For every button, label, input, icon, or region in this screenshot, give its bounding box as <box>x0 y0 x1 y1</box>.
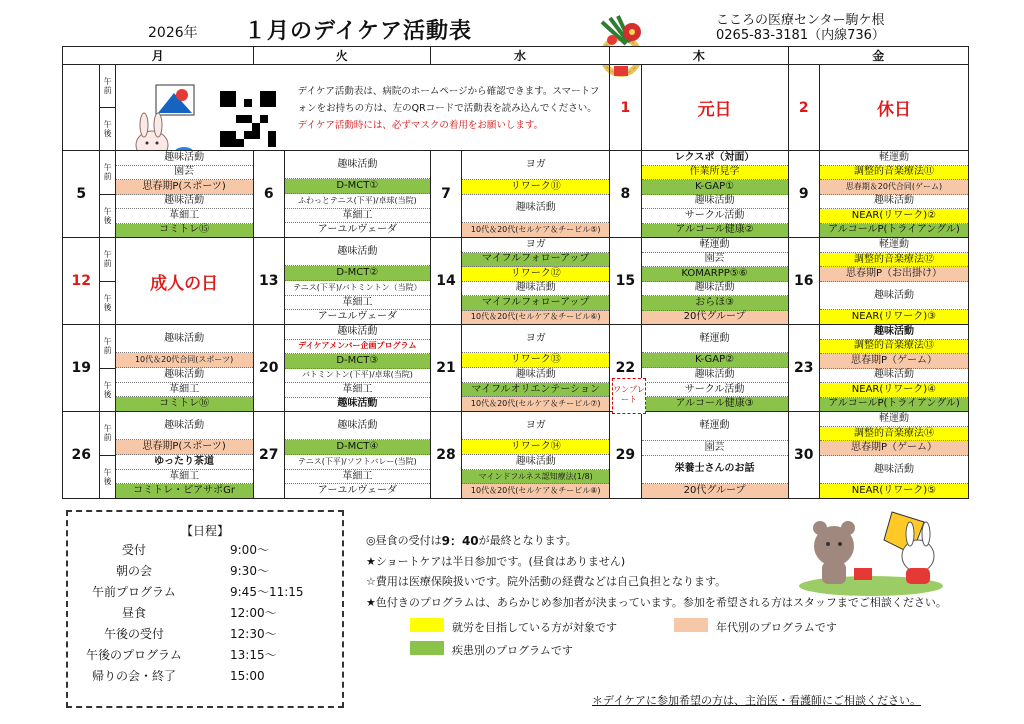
org-name: こころの医療センター駒ケ根 <box>716 13 885 28</box>
activity-calendar <box>62 46 969 499</box>
day-activities <box>641 238 788 325</box>
activity-item: 思春期P（ゲーム） <box>820 441 968 456</box>
day-activities <box>284 238 430 325</box>
activity-item: NEAR(リワーク)② <box>820 209 968 224</box>
weekday-wed: 水 <box>430 47 609 65</box>
activity-item: NEAR(リワーク)⑤ <box>820 484 968 498</box>
activity-item: アルコール健康② <box>642 224 788 238</box>
date-number: 14 <box>430 238 461 325</box>
activity-item: リワーク⑪ <box>462 180 609 195</box>
day-activities <box>641 151 788 238</box>
activity-item: コミトレ⑯ <box>116 397 253 411</box>
day-activities <box>115 151 253 238</box>
activity-item: 思春期P(スポーツ) <box>116 440 253 455</box>
holiday-label: 成人の日 <box>115 238 253 325</box>
activity-item: 栄養士さんのお話 <box>642 456 788 485</box>
schedule-time: 12:00～ <box>230 606 277 620</box>
date-number: 15 <box>610 238 641 325</box>
activity-item: 趣味活動 <box>116 368 253 383</box>
activity-list <box>642 238 788 324</box>
activity-item: サークル活動 <box>642 383 788 398</box>
weekday-thu: 木 <box>610 47 788 65</box>
activity-list <box>462 412 609 498</box>
ampm-pm: 午後 <box>100 281 115 325</box>
ampm-am: 午前 <box>100 65 115 108</box>
activity-item: 10代＆20代(セルケア＆チービル⑤) <box>462 223 609 237</box>
legend-yellow-text: 就労を目指している方が対象です <box>452 621 617 634</box>
activity-item: アルコールP(トライアングル) <box>820 224 968 238</box>
activity-item: ヨガ <box>462 325 609 353</box>
activity-item: 趣味活動 <box>285 325 430 340</box>
activity-list <box>285 238 430 324</box>
activity-item: NEAR(リワーク)③ <box>820 310 968 324</box>
activity-list <box>116 325 253 411</box>
schedule-time: 12:30～ <box>230 627 277 641</box>
day-activities <box>462 325 610 412</box>
schedule-label: 午前プログラム <box>92 585 176 599</box>
day-1-holiday: 元日 <box>641 65 788 151</box>
date-number: 7 <box>430 151 461 238</box>
activity-item: 軽運動 <box>820 238 968 253</box>
activity-item: 革細工 <box>116 209 253 224</box>
date-number: 6 <box>253 151 284 238</box>
activity-item: アーユルヴェーダ <box>317 485 398 497</box>
activity-item: 園芸 <box>642 441 788 456</box>
note-short-care: ★ショートケアは半日参加です。(昼食はありません) <box>366 554 626 568</box>
activity-item: マインドフルネス認知療法(1/8) <box>462 470 609 485</box>
activity-item: 革細工 <box>116 383 253 398</box>
day-2-date: 2 <box>788 65 819 151</box>
footer-note: ＊デイケアに参加希望の方は、主治医・看護師にご相談ください。 <box>592 694 922 707</box>
ampm-pm: 午後 <box>100 108 115 151</box>
activity-item: 趣味活動 <box>642 368 788 383</box>
note-colored-programs: ★色付きのプログラムは、あらかじめ参加者が決まっています。参加を希望される方はスタッフまでご相談ください。 <box>366 595 947 609</box>
activity-item: 趣味活動 <box>337 398 378 410</box>
activity-list <box>116 412 253 498</box>
activity-list <box>820 325 968 411</box>
activity-item: D-MCT④ <box>285 440 430 455</box>
intro-text-mask: デイケア活動時には、必ずマスクの着用をお願いします。 <box>297 120 544 131</box>
activity-item: 軽運動 <box>642 238 788 253</box>
day-activities <box>819 238 968 325</box>
activity-list <box>285 325 430 411</box>
activity-item: D-MCT③ <box>285 354 430 369</box>
activity-item: 10代＆20代(セルケア＆チービル⑧) <box>462 484 609 498</box>
day-activities <box>284 412 430 499</box>
schedule-label: 受付 <box>121 543 146 557</box>
activity-item: ふわっとテニス(下平)/卓球(当院) <box>285 194 430 209</box>
date-number: 27 <box>253 412 284 499</box>
activity-item: 作業所見学 <box>642 166 788 181</box>
schedule-row <box>68 623 342 644</box>
activity-item: 調整的音楽療法⑫ <box>820 253 968 268</box>
activity-item: 趣味活動 <box>820 282 968 310</box>
bear-rabbit-illustration-icon <box>796 508 946 596</box>
date-number: 28 <box>430 412 461 499</box>
activity-item: 趣味活動 <box>820 456 968 484</box>
activity-item: 思春期P（ゲーム） <box>820 354 968 369</box>
legend-yellow-swatch <box>410 618 444 632</box>
activity-item: コミトレ⑮ <box>116 224 253 238</box>
activity-item: リワーク⑫ <box>462 267 609 282</box>
activity-item: アーユルヴェーダ <box>317 224 398 236</box>
ampm-am: 午前 <box>100 412 115 456</box>
activity-item: 軽運動 <box>820 412 968 427</box>
schedule-label: 帰りの会・終了 <box>91 669 176 683</box>
activity-item: レクスポ（対面） <box>642 151 788 166</box>
activity-list <box>642 412 788 498</box>
activity-item: マイフルオリエンテーション <box>462 383 609 398</box>
activity-item: 趣味活動 <box>462 282 609 297</box>
activity-list <box>285 151 430 237</box>
organization-info <box>716 13 885 43</box>
schedule-title: 【日程】 <box>180 524 229 538</box>
rabbit-kite-icon <box>122 83 202 151</box>
date-number: 8 <box>610 151 641 238</box>
activity-item: 趣味活動 <box>820 369 968 384</box>
activity-list <box>642 325 788 411</box>
activity-item: 趣味活動 <box>462 195 609 224</box>
intro-cell <box>115 65 610 151</box>
activity-item: NEAR(リワーク)④ <box>820 383 968 398</box>
activity-item: 軽運動 <box>642 325 788 353</box>
activity-item: 革細工 <box>285 209 430 224</box>
activity-item: 趣味活動 <box>285 151 430 179</box>
activity-item: 軽運動 <box>642 412 788 441</box>
day-activities <box>462 412 610 499</box>
activity-list <box>642 151 788 237</box>
activity-item: 趣味活動 <box>642 282 788 297</box>
activity-item: 趣味活動 <box>285 238 430 266</box>
activity-item: テニス(下平)/バトミントン（当院） <box>285 281 430 296</box>
date-number: 30 <box>788 412 819 499</box>
note-lunch-pre: ◎昼食の受付は <box>366 534 442 548</box>
day-2-holiday: 休日 <box>819 65 968 151</box>
day-activities <box>819 325 968 412</box>
intro-illustration <box>116 81 288 134</box>
activity-item: 趣味活動 <box>116 195 253 210</box>
activity-item: バトミントン(下平)/卓球(当院) <box>285 369 430 384</box>
activity-item: デイケアメンバー企画プログラム <box>285 340 430 355</box>
ampm-pm: 午後 <box>100 368 115 412</box>
date-number: 26 <box>63 412 100 499</box>
activity-item: 趣味活動 <box>820 195 968 210</box>
activity-item: 革細工 <box>116 470 253 485</box>
ampm-pm: 午後 <box>100 194 115 238</box>
year-label: 2026年 <box>148 25 198 41</box>
day-activities <box>641 325 788 412</box>
activity-item: 革細工 <box>285 383 430 398</box>
activity-list <box>462 325 609 411</box>
daily-schedule-box <box>66 510 344 708</box>
activity-item: 思春期P（お出掛け） <box>820 267 968 282</box>
activity-item: 園芸 <box>116 166 253 181</box>
activity-item: 趣味活動 <box>116 151 253 166</box>
activity-item: D-MCT② <box>285 266 430 281</box>
activity-item: K-GAP① <box>642 180 788 195</box>
activity-item: K-GAP② <box>642 353 788 368</box>
legend-green-text: 疾患別のプログラムです <box>452 644 573 657</box>
date-number: 9 <box>788 151 819 238</box>
date-number: 20 <box>253 325 284 412</box>
ampm-am: 午前 <box>100 238 115 282</box>
page-title: １月のデイケア活動表 <box>244 19 473 44</box>
day-activities <box>641 412 788 499</box>
schedule-label: 午後の受付 <box>103 627 164 641</box>
activity-item: 趣味活動 <box>642 195 788 210</box>
schedule-row <box>68 539 342 560</box>
activity-item: 趣味活動 <box>116 325 253 353</box>
ampm-am: 午前 <box>100 325 115 369</box>
weekday-mon: 月 <box>63 47 254 65</box>
date-number: 22 <box>610 325 641 412</box>
date-number: 19 <box>63 325 100 412</box>
day-1-date: 1 <box>610 65 641 151</box>
schedule-row <box>68 665 342 686</box>
note-lunch-post: が最終となります。 <box>478 534 577 548</box>
activity-list <box>116 151 253 237</box>
activity-item: テニス(下平)/ソフトバレー(当院) <box>285 455 430 470</box>
legend-peach-text: 年代別のプログラムです <box>716 621 837 634</box>
activity-item: 調整的音楽療法⑭ <box>820 427 968 442</box>
activity-item: コミトレ・ピアサポGr <box>116 484 253 498</box>
activity-item: ヨガ <box>462 412 609 440</box>
activity-item: 10代＆20代合同(スポーツ) <box>116 353 253 368</box>
schedule-row <box>68 560 342 581</box>
activity-item: 革細工 <box>285 296 430 311</box>
date-number: 13 <box>253 238 284 325</box>
activity-item: 趣味活動 <box>116 412 253 440</box>
ampm-am: 午前 <box>100 151 115 195</box>
activity-item: マイフルフォローアップ <box>462 296 609 311</box>
activity-item: 10代＆20代(セルケア＆チービル⑦) <box>462 397 609 411</box>
activity-item: 調整的音楽療法⑪ <box>820 166 968 181</box>
activity-item: リワーク⑭ <box>462 440 609 455</box>
intro-text-main: デイケア活動表は、病院のホームページから確認できます。スマートフォンをお持ちの方は、左のQRコードで活動表を読み込んでください。 <box>297 86 600 114</box>
activity-item: 思春期P(スポーツ) <box>116 180 253 195</box>
qr-code-icon[interactable] <box>220 91 276 147</box>
ampm-pm: 午後 <box>100 455 115 499</box>
weekday-tue: 火 <box>253 47 430 65</box>
schedule-time: 9:00～ <box>230 543 269 557</box>
date-number: 23 <box>788 325 819 412</box>
day-activities <box>115 325 253 412</box>
activity-list <box>285 412 430 498</box>
org-phone: 0265-83-3181（内線736） <box>716 28 885 43</box>
activity-item: おらほ③ <box>642 296 788 311</box>
activity-item: リワーク⑬ <box>462 353 609 368</box>
activity-item: 20代グループ <box>642 311 788 325</box>
activity-list <box>820 238 968 324</box>
week0-blank <box>63 65 100 151</box>
schedule-label: 昼食 <box>121 606 146 620</box>
activity-item: 革細工 <box>285 470 430 485</box>
one-plate-label: ワンプレート <box>612 378 646 414</box>
day-activities <box>115 412 253 499</box>
activity-item: 趣味活動 <box>820 325 968 340</box>
schedule-time: 13:15～ <box>230 648 277 662</box>
date-number: 21 <box>430 325 461 412</box>
legend-green-swatch <box>410 641 444 655</box>
day-activities <box>819 151 968 238</box>
date-number: 29 <box>610 412 641 499</box>
date-number: 5 <box>63 151 100 238</box>
schedule-row <box>68 602 342 623</box>
weekday-fri: 金 <box>788 47 968 65</box>
note-lunch-time: 9：40 <box>441 533 479 548</box>
schedule-row <box>68 581 342 602</box>
activity-item: 軽運動 <box>820 151 968 166</box>
activity-item: マイフルフォローアップ <box>462 253 609 268</box>
day-activities <box>284 325 430 412</box>
schedule-time: 15:00 <box>230 668 265 683</box>
activity-item: ヨガ <box>462 238 609 253</box>
activity-item: 趣味活動 <box>285 412 430 440</box>
activity-item: 思春期＆20代合同(ゲーム) <box>820 180 968 195</box>
activity-item: ゆったり茶道 <box>116 455 253 470</box>
schedule-row <box>68 644 342 665</box>
activity-item: 趣味活動 <box>462 455 609 470</box>
schedule-time: 9:30～ <box>230 564 269 578</box>
activity-item: アルコールP(トライアングル) <box>820 398 968 412</box>
intro-text <box>288 81 610 134</box>
day-activities <box>819 412 968 499</box>
date-number: 12 <box>63 238 100 325</box>
activity-item: ヨガ <box>462 151 609 180</box>
activity-item: 園芸 <box>642 253 788 268</box>
schedule-label: 午後のプログラム <box>86 648 182 662</box>
activity-list <box>820 412 968 498</box>
activity-list <box>820 151 968 237</box>
activity-item: 調整的音楽療法⑬ <box>820 340 968 355</box>
schedule-time: 9:45～11:15 <box>230 585 304 599</box>
activity-item: 趣味活動 <box>462 368 609 383</box>
schedule-list <box>68 539 342 686</box>
date-number: 16 <box>788 238 819 325</box>
day-activities <box>284 151 430 238</box>
activity-item: KOMARPP⑤⑥ <box>642 267 788 282</box>
legend-peach-swatch <box>674 618 708 632</box>
activity-item: サークル活動 <box>642 209 788 224</box>
activity-item: 20代グループ <box>642 484 788 498</box>
activity-item: 10代＆20代(セルケア＆チービル⑥) <box>462 311 609 325</box>
activity-item: D-MCT① <box>285 179 430 194</box>
activity-list <box>462 151 609 237</box>
note-cost: ☆費用は医療保険扱いです。院外活動の経費などは自己負担となります。 <box>366 575 727 589</box>
activity-list <box>462 238 609 324</box>
activity-item: アーユルヴェーダ <box>317 311 398 323</box>
day-activities <box>462 151 610 238</box>
schedule-label: 朝の会 <box>115 564 152 578</box>
day-activities <box>462 238 610 325</box>
activity-item: アルコール健康③ <box>642 397 788 411</box>
